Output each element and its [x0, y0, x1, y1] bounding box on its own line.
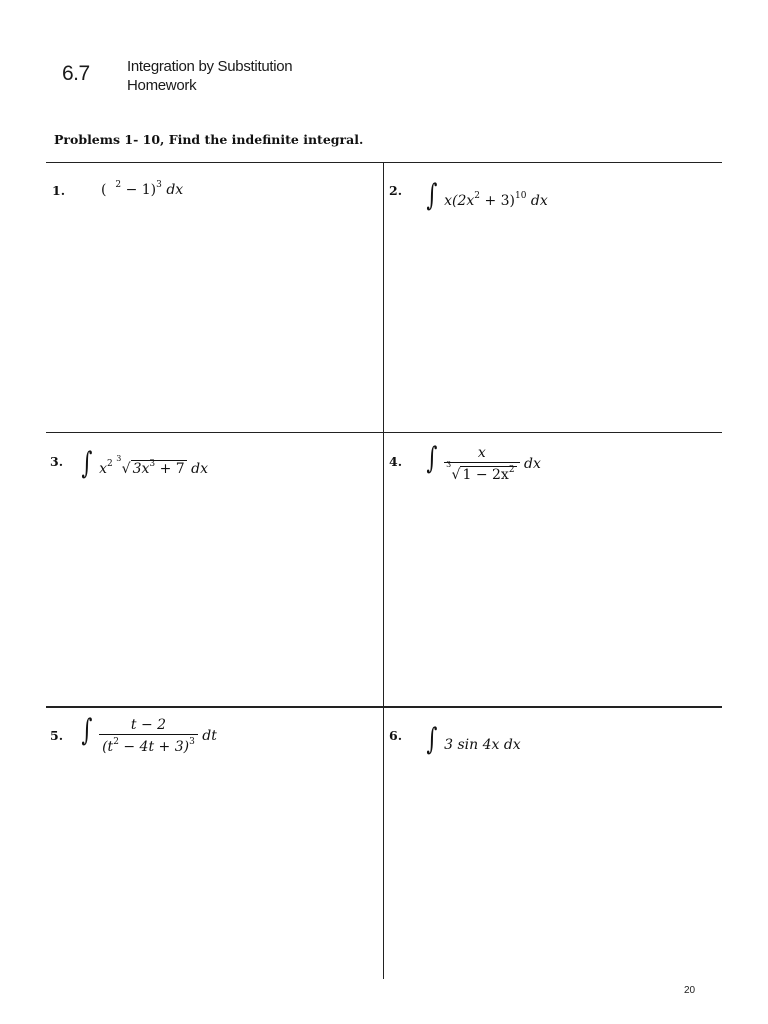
- cube-root: 3 √ $1 - 2x^2$: [446, 460, 515, 483]
- problem-5-fraction: $\frac{t - 2}{(t^2 - 4t + 3)^3}$: [99, 717, 198, 755]
- problem-4-fraction: x 3 √ $1 - 2x^2$: [444, 445, 519, 483]
- integral-sign: ∫: [81, 446, 93, 481]
- problem-4-expression: ∫ x 3 √ $1 - 2x^2$ dx: [426, 441, 541, 483]
- problem-2-expression: ∫ $x(2x^2 + 3)^{10}$ dx: [426, 178, 548, 213]
- problem-5-expression: ∫ $\frac{t - 2}{(t^2 - 4t + 3)^3}$ dt: [81, 713, 217, 755]
- problem-6-number: 6.: [389, 728, 403, 743]
- section-title: Integration by Substitution: [127, 58, 293, 75]
- problem-5-number: 5.: [50, 728, 64, 743]
- integral-sign: ∫: [426, 441, 438, 476]
- problem-4-number: 4.: [389, 454, 403, 469]
- grid-line-bottom: [46, 706, 722, 708]
- integral-sign: ∫: [426, 178, 438, 213]
- section-number: 6.7: [62, 62, 90, 85]
- problem-3-number: 3.: [50, 454, 64, 469]
- grid-line-top: [46, 162, 722, 163]
- integral-sign: ∫: [81, 713, 93, 748]
- page-number: 20: [684, 985, 696, 996]
- problem-2-number: 2.: [389, 183, 403, 198]
- integral-sign: ∫: [426, 722, 438, 757]
- grid-line-vertical: [383, 163, 384, 979]
- problem-6-expression: ∫ 3 sin 4x dx: [426, 722, 521, 757]
- section-subtitle: Homework: [127, 77, 197, 94]
- problem-1-number: 1.: [52, 183, 66, 198]
- grid-line-middle: [46, 432, 722, 433]
- cube-root: 3 √ $3x^3 + 7$: [116, 454, 185, 477]
- problem-1-expression: ( $^2$ − 1)$^3$ dx: [101, 180, 184, 198]
- problem-3-expression: ∫ $x^2$ 3 √ $3x^3 + 7$ dx: [81, 446, 208, 481]
- instructions: Problems 1- 10, Find the indefinite integral.: [54, 132, 364, 147]
